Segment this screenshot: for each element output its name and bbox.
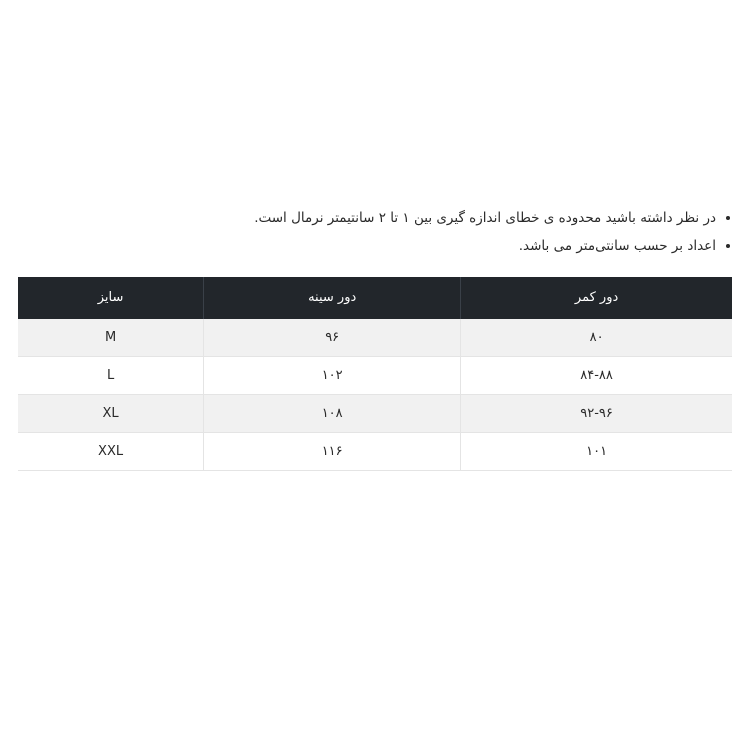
note-item: در نظر داشته باشید محدوده ی خطای اندازه گیری بین ۱ تا ۲ سانتیمتر نرمال است.	[18, 205, 732, 231]
cell-size: L	[18, 357, 204, 395]
cell-size: M	[18, 319, 204, 357]
column-header-size: سایز	[18, 277, 204, 319]
column-header-waist: دور کمر	[461, 277, 732, 319]
table-row	[18, 319, 732, 357]
table-header	[18, 277, 732, 319]
table-body	[18, 319, 732, 471]
size-chart-table	[18, 277, 732, 471]
table-row	[18, 357, 732, 395]
cell-waist: ۸۰	[461, 319, 732, 357]
note-item: اعداد بر حسب سانتی‌متر می باشد.	[18, 233, 732, 259]
cell-waist: ۹۲-۹۶	[461, 395, 732, 433]
table-row	[18, 395, 732, 433]
cell-size: XXL	[18, 433, 204, 471]
cell-size: XL	[18, 395, 204, 433]
measurement-notes	[18, 205, 732, 259]
size-guide-content	[18, 205, 732, 471]
cell-chest: ۱۰۸	[204, 395, 461, 433]
column-header-chest: دور سینه	[204, 277, 461, 319]
table-header-row	[18, 277, 732, 319]
cell-chest: ۱۱۶	[204, 433, 461, 471]
cell-chest: ۹۶	[204, 319, 461, 357]
cell-waist: ۸۴-۸۸	[461, 357, 732, 395]
cell-chest: ۱۰۲	[204, 357, 461, 395]
cell-waist: ۱۰۱	[461, 433, 732, 471]
table-row	[18, 433, 732, 471]
